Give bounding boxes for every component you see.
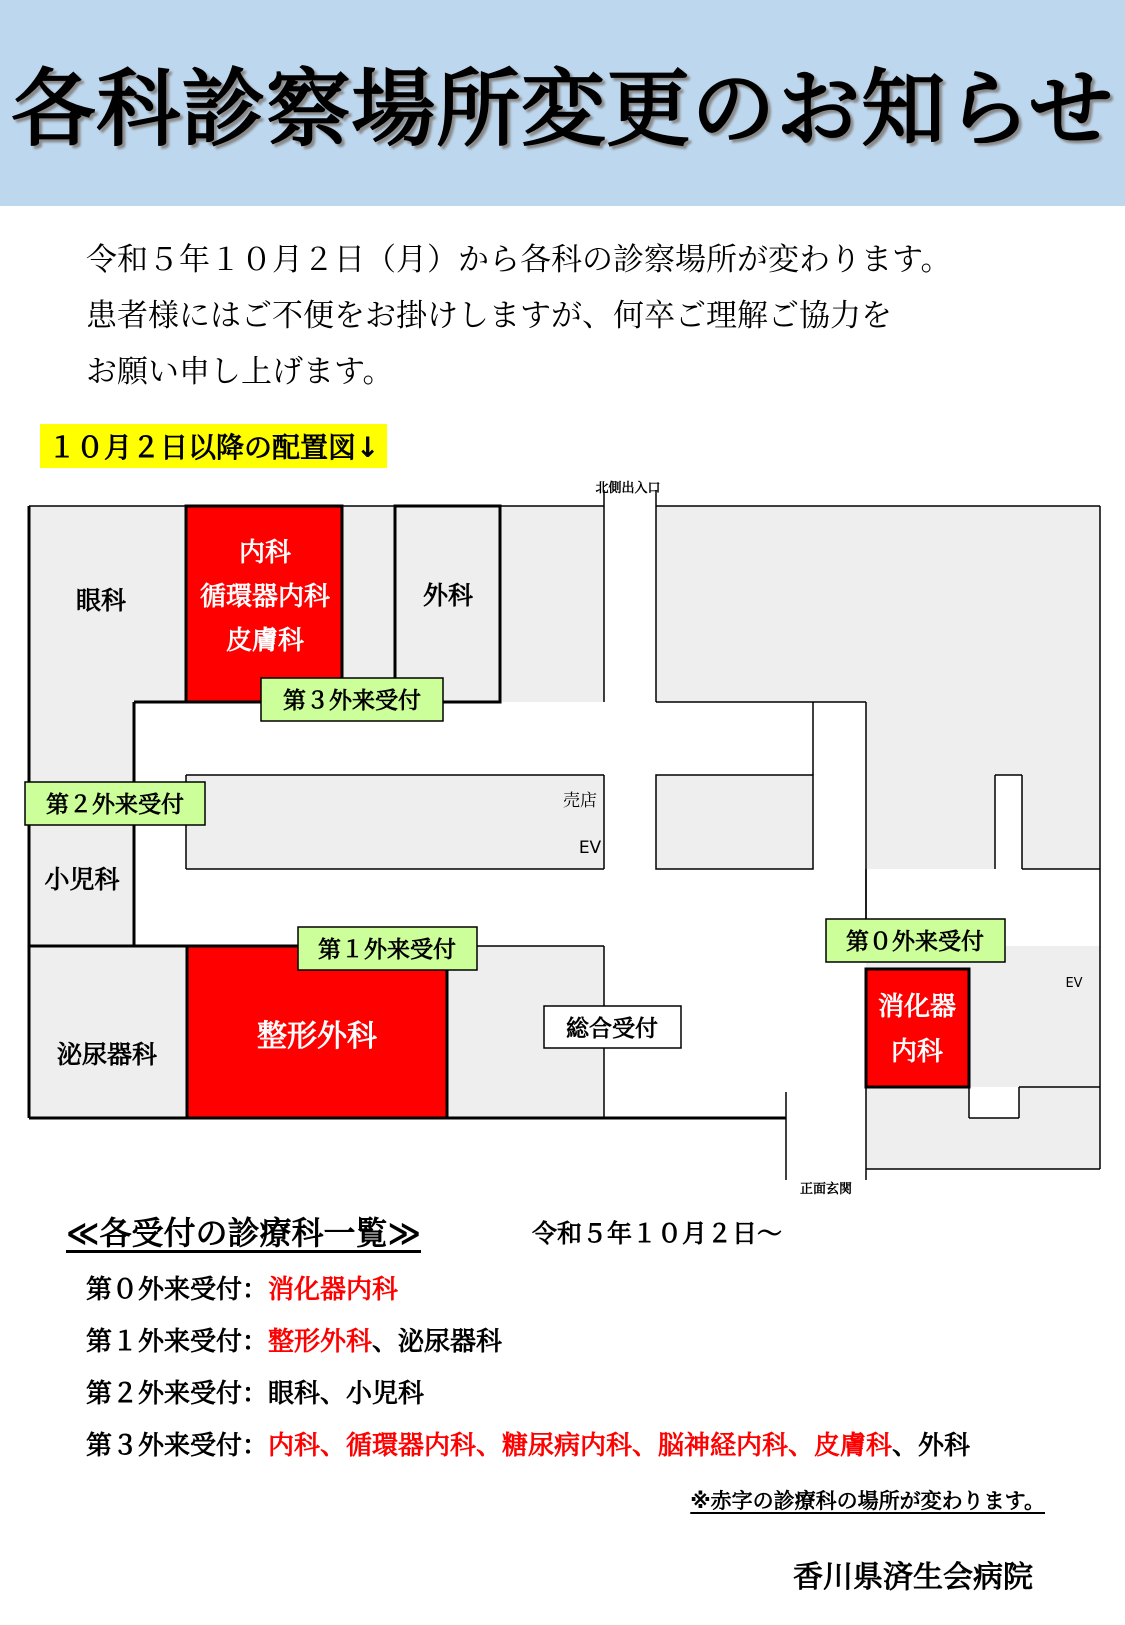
list-item-dept: 、泌尿器科 — [372, 1327, 503, 1357]
room-right-block — [656, 775, 813, 869]
naika-label-2: 循環器内科 — [199, 582, 331, 612]
room-upper-right — [656, 506, 1100, 702]
floor-map — [0, 470, 1125, 1210]
main-entrance-label: 正面玄関 — [799, 1182, 853, 1197]
reception-2-label: 第２外来受付 — [46, 792, 184, 818]
intro-line: 患者様にはご不便をお掛けしますが、何卒ご理解ご協力を — [86, 298, 892, 334]
reception-0-label: 第０外来受付 — [846, 929, 984, 955]
room-shokaki — [866, 969, 969, 1087]
intro-line: 令和５年１０月２日（月）から各科の診察場所が変わります。 — [86, 242, 952, 278]
footnote: ※赤字の診療科の場所が変わります。 — [690, 1489, 1045, 1513]
list-item — [86, 1264, 970, 1316]
map-label: １０月２日以降の配置図↓ — [40, 424, 387, 468]
general-reception-label: 総合受付 — [566, 1016, 658, 1042]
naika-label-3: 皮膚科 — [225, 626, 305, 656]
list-item-label: 第２外来受付： — [86, 1379, 269, 1409]
list-title — [66, 1208, 421, 1254]
ev-center-label: EV — [578, 838, 602, 858]
list-item-label: 第１外来受付： — [86, 1327, 269, 1357]
ev-right-label: EV — [1065, 976, 1083, 991]
list-item-label: 第０外来受付： — [86, 1275, 269, 1305]
room-center-block — [186, 775, 604, 869]
list-item — [86, 1420, 970, 1472]
title-banner — [0, 0, 1125, 206]
shop-label: 売店 — [563, 791, 597, 811]
list-date: 令和５年１０月２日～ — [532, 1219, 783, 1248]
hinyokika-label: 泌尿器科 — [56, 1040, 158, 1069]
list-item-dept: 消化器内科 — [268, 1275, 399, 1305]
shokaki-label-2: 内科 — [890, 1037, 944, 1067]
page-title: 各科診察場所変更のお知らせ — [11, 60, 1114, 158]
list-item-dept: 眼科、小児科 — [268, 1379, 425, 1409]
list-item-dept: 内科、循環器内科、糖尿病内科、脳神経内科、皮膚科 — [268, 1431, 893, 1461]
reception-1-label: 第１外来受付 — [318, 937, 456, 963]
naika-label-1: 内科 — [238, 538, 292, 568]
ganka-label: 眼科 — [75, 586, 127, 615]
hospital-name: 香川県済生会病院 — [793, 1560, 1033, 1595]
seikei-label: 整形外科 — [257, 1019, 377, 1054]
list-item-label: 第３外来受付： — [86, 1431, 269, 1461]
shokaki-label-1: 消化器 — [877, 992, 957, 1022]
shonika-label: 小児科 — [44, 865, 120, 894]
geka-label: 外科 — [422, 581, 474, 610]
reception-list — [86, 1264, 970, 1472]
reception-3-label: 第３外来受付 — [283, 688, 421, 714]
north-entrance-label: 北側出入口 — [595, 481, 661, 496]
list-item-dept: 整形外科 — [268, 1327, 373, 1357]
intro-line: お願い申し上げます。 — [86, 354, 394, 390]
list-item — [86, 1368, 970, 1420]
list-item-dept: 、外科 — [892, 1431, 971, 1461]
list-title-text: ≪各受付の診療科一覧≫ — [66, 1214, 422, 1252]
list-item — [86, 1316, 970, 1368]
intro-text — [86, 232, 952, 400]
